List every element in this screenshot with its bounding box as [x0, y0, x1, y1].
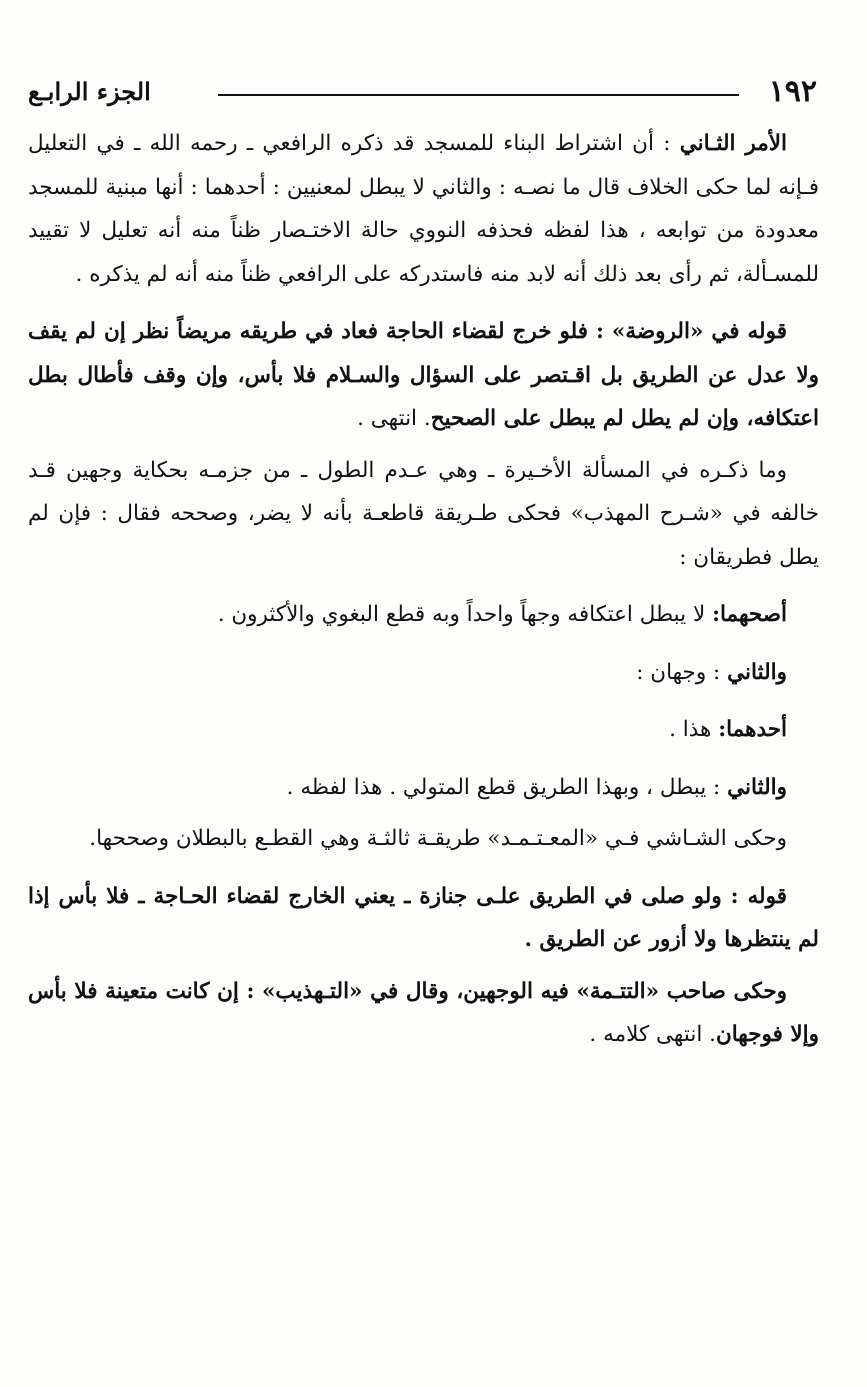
list-item — [28, 708, 819, 752]
item-text: لا يبطل اعتكافه وجهاً واحداً وبه قطع البغوي والأكثرون . — [217, 602, 713, 627]
paragraph-3 — [28, 449, 819, 580]
item-lead: والثاني — [727, 659, 787, 685]
item-text: : يبطل ، وبهذا الطريق قطع المتولي . هذا لفظه . — [286, 774, 728, 800]
paragraph-text: وما ذكـره في المسألة الأخـيرة ـ وهي عـدم الطول ـ من جزمـه بحكاية وجهين قـد خالفه في «شـرح المهذب» فحكى طـريقة قاطعـة بأنه لا يضر، وصححه فقال : فإن لم يطل فطريقان : — [28, 457, 819, 570]
item-text: : وجهان : — [636, 659, 728, 685]
item-text: هذا . — [669, 717, 719, 742]
paragraph-1 — [28, 122, 819, 296]
paragraph-6 — [28, 970, 819, 1057]
paragraph-bold-text: قوله : ولو صلى في الطريق علـى جنازة ـ يعني الخارج لقضاء الحـاجة ـ فلا بأس إذا لم ينتظرها ولا أزور عن الطريق . — [28, 883, 819, 952]
list-item — [28, 593, 819, 637]
paragraph-2 — [28, 310, 819, 441]
item-lead: أحدهما: — [718, 717, 787, 742]
paragraph-bold-text: قوله في «الروضة» : فلو خرج لقضاء الحاجة فعاد في طريقه مريضاً نظر إن لم يقف ولا عدل عن الطريق بل اقـتصر على السؤال والسـلام فلا بأس، وإن وقف فأطال بطل اعتكافه، وإن لم يطل لم يبطل على الصحيح — [28, 319, 819, 431]
page-header — [28, 72, 819, 116]
header-rule — [218, 94, 739, 96]
page-number: ١٩٢ — [768, 74, 817, 109]
body-text — [28, 122, 819, 1057]
paragraph-bold-text: وحكى صاحب «التتـمة» فيه الوجهين، وقال في «التـهذيب» : إن كانت متعينة فلا بأس وإلا فوجهان — [28, 978, 819, 1047]
paragraph-5 — [28, 875, 819, 962]
item-lead: أصحهما: — [712, 602, 787, 627]
paragraph-lead: الأمر الثـاني — [679, 131, 787, 156]
running-title: الجزء الرابـع — [28, 77, 151, 106]
paragraph-tail: . انتهى . — [357, 406, 431, 431]
item-lead: والثاني — [727, 774, 787, 800]
paragraph-tail: . انتهى كلامه . — [589, 1022, 716, 1047]
paragraph-text: : أن اشتراط البناء للمسجد قد ذكره الرافعي ـ رحمه الله ـ في التعليل فـإنه لما حكى الخلاف قال ما نصـه : والثاني لا يبطل لمعنيين : أحدهما : أنها مبنية للمسجد معدودة من توابعه ، هذا لفظه فحذفه النووي حالة الاختـصار ظناً منه أنه تعليل لا تقييد للمسـألة، ثم رأى بعد ذلك أنه لابد منه فاستدركه على الرافعي ظناً منه أنه لم يذكره . — [28, 131, 819, 287]
list-item — [28, 766, 819, 810]
paragraph-text: وحكى الشـاشي فـي «المعـتـمـد» طريقـة ثالثـة وهي القطـع بالبطلان وصححها. — [89, 826, 787, 851]
list-item — [28, 651, 819, 695]
paragraph-4 — [28, 817, 819, 861]
